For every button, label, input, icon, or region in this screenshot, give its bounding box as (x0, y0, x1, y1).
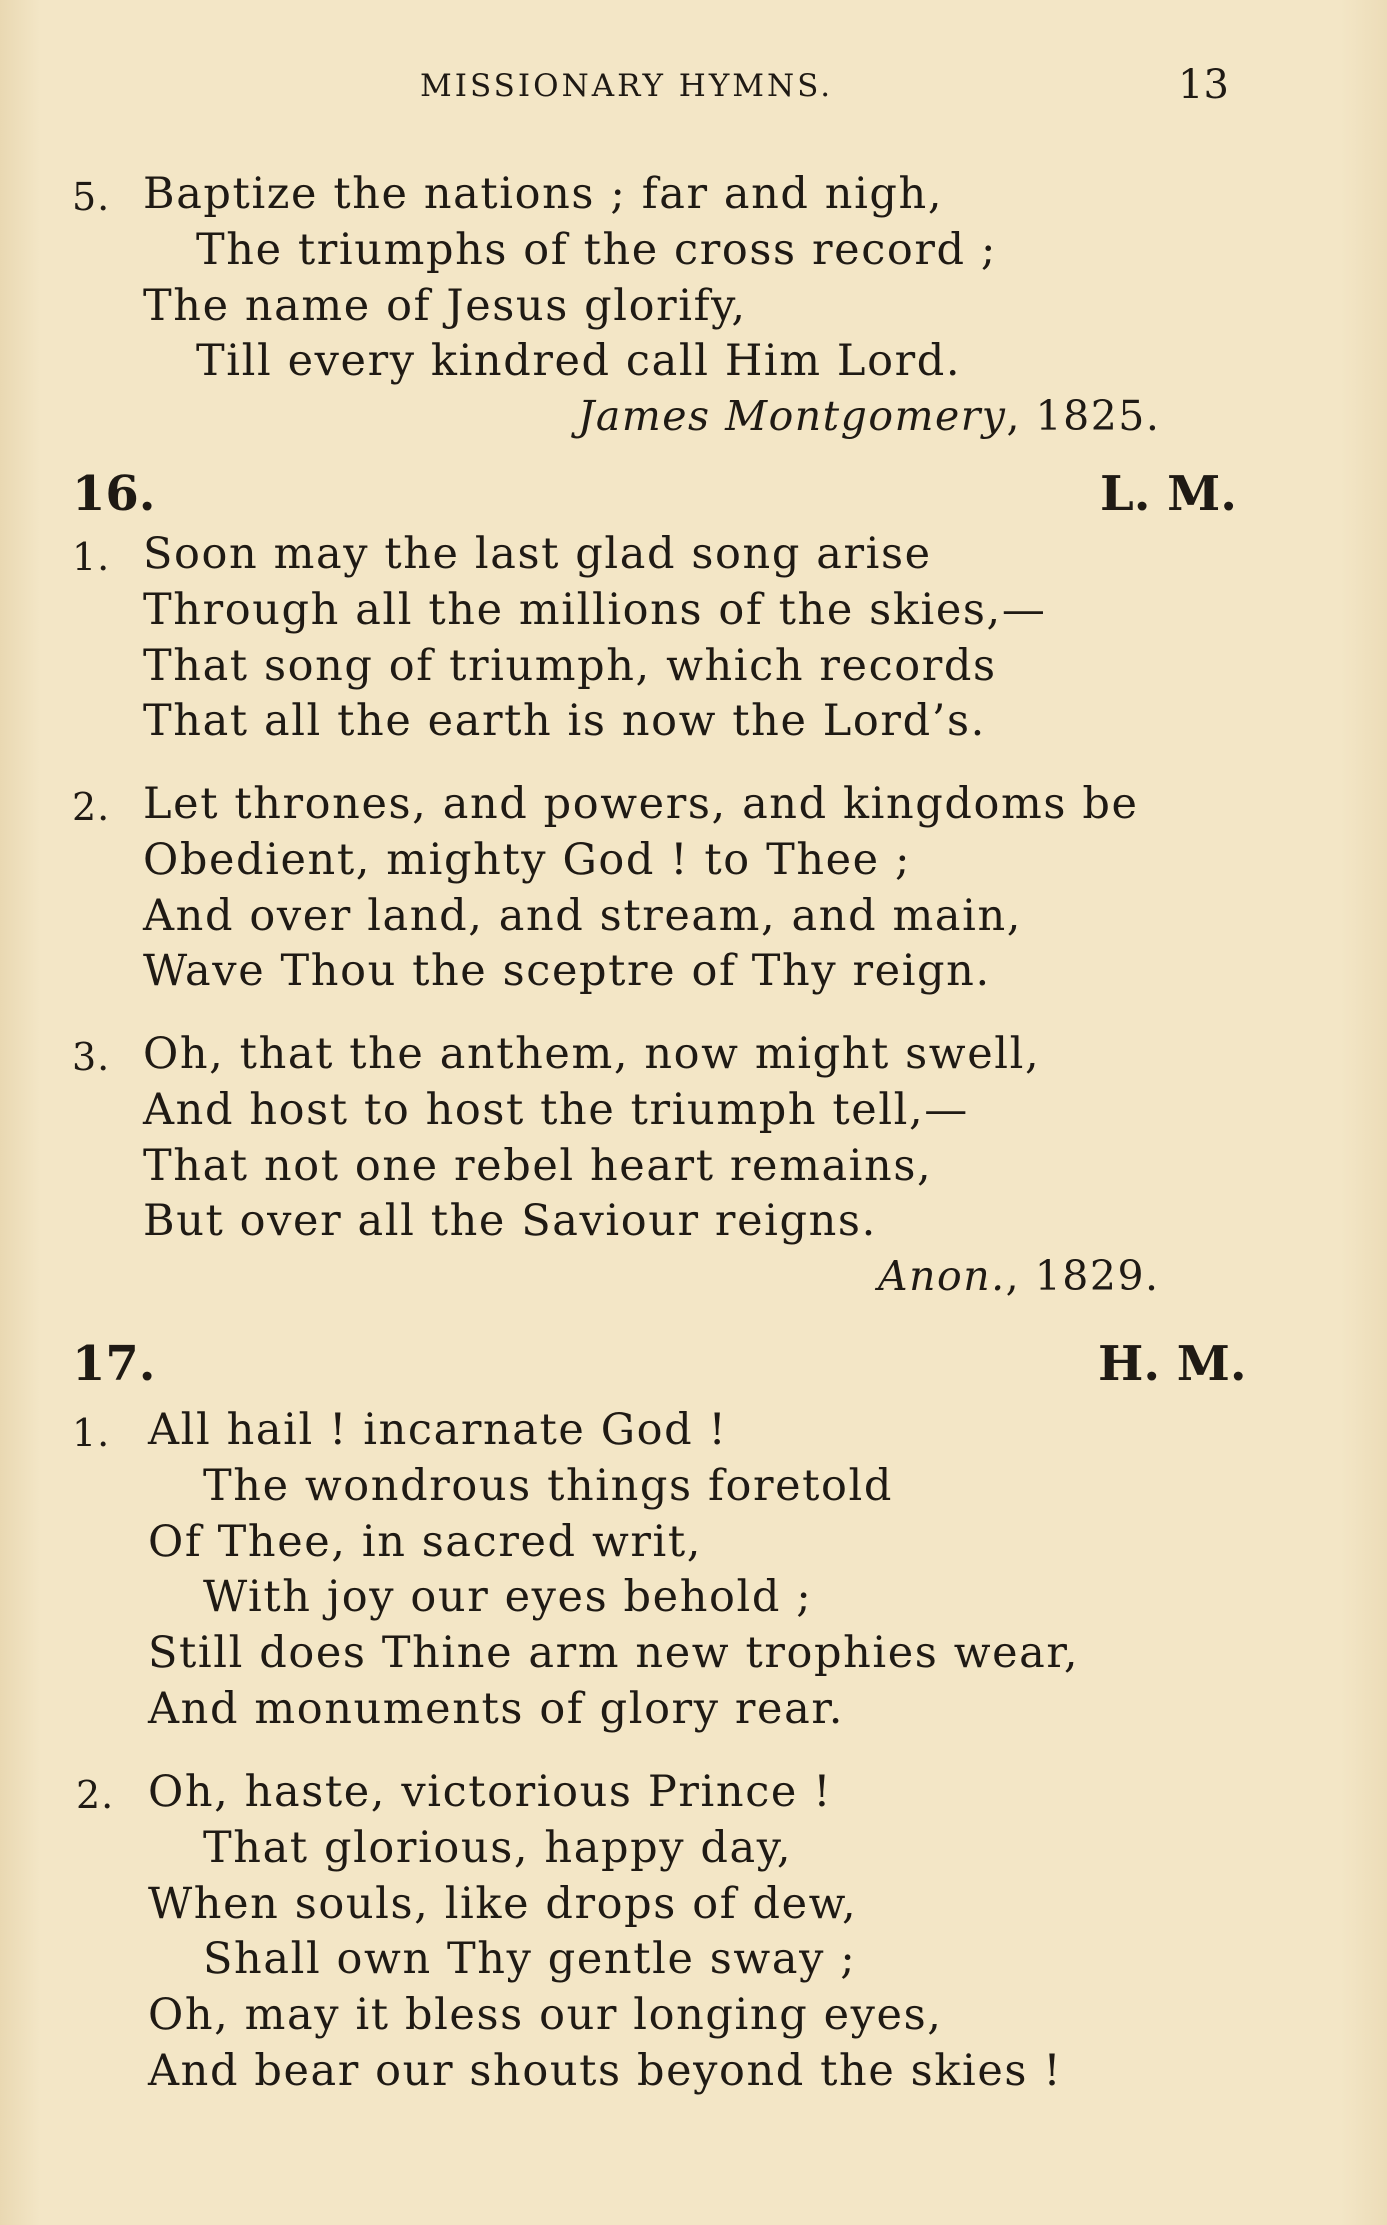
stanza-number: 1. (72, 1411, 111, 1455)
hymn-number: 17. (72, 1336, 156, 1392)
stanza-number: 2. (76, 1773, 115, 1817)
verse-line: The wondrous things foretold (203, 1461, 894, 1511)
attribution-author: James Montgomery (578, 392, 1007, 440)
page-number: 13 (1178, 62, 1229, 108)
verse-line: And host to host the triumph tell,— (143, 1085, 969, 1135)
verse-line: The triumphs of the cross record ; (196, 225, 997, 275)
verse-line: All hail ! incarnate God ! (148, 1405, 728, 1455)
verse-line: And bear our shouts beyond the skies ! (148, 2046, 1063, 2096)
verse-line: With joy our eyes behold ; (203, 1572, 813, 1622)
verse-line: Still does Thine arm new trophies wear, (148, 1628, 1080, 1678)
verse-line: Baptize the nations ; far and nigh, (143, 169, 944, 219)
verse-line: Soon may the last glad song arise (143, 529, 932, 579)
stanza-number: 3. (72, 1035, 111, 1079)
attribution-year: , 1825. (1006, 392, 1161, 440)
verse-line: That all the earth is now the Lord’s. (143, 696, 986, 746)
verse-line: That not one rebel heart remains, (143, 1141, 933, 1191)
verse-line: Through all the millions of the skies,— (143, 585, 1047, 635)
attribution-author: Anon. (878, 1252, 1006, 1300)
verse-line: Of Thee, in sacred writ, (148, 1517, 703, 1567)
verse-line: But over all the Saviour reigns. (143, 1196, 877, 1246)
verse-line: When souls, like drops of dew, (148, 1879, 858, 1929)
attribution (578, 392, 1161, 440)
verse-line: Till every kindred call Him Lord. (196, 336, 962, 386)
verse-line: Let thrones, and powers, and kingdoms be (143, 779, 1139, 829)
verse-line: Shall own Thy gentle sway ; (203, 1934, 857, 1984)
verse-line: The name of Jesus glorify, (143, 281, 747, 331)
verse-line: And over land, and stream, and main, (143, 891, 1023, 941)
verse-line: And monuments of glory rear. (148, 1684, 845, 1734)
verse-line: Oh, may it bless our longing eyes, (148, 1990, 943, 2040)
verse-line: Wave Thou the sceptre of Thy reign. (143, 946, 991, 996)
verse-line: Obedient, mighty God ! to Thee ; (143, 835, 912, 885)
hymn-meter: H. M. (1098, 1336, 1247, 1392)
verse-line: Oh, that the anthem, now might swell, (143, 1029, 1041, 1079)
hymn-meter: L. M. (1100, 466, 1238, 522)
hymn-number: 16. (72, 466, 156, 522)
verse-line: That song of triumph, which records (143, 641, 997, 691)
stanza-number: 5. (72, 175, 111, 219)
stanza-number: 1. (72, 535, 111, 579)
verse-line: That glorious, happy day, (203, 1823, 793, 1873)
stanza-number: 2. (72, 785, 111, 829)
running-title: MISSIONARY HYMNS. (420, 68, 834, 104)
verse-line: Oh, haste, victorious Prince ! (148, 1767, 833, 1817)
attribution (878, 1252, 1160, 1300)
attribution-year: , 1829. (1005, 1252, 1160, 1300)
running-head (0, 62, 1387, 112)
